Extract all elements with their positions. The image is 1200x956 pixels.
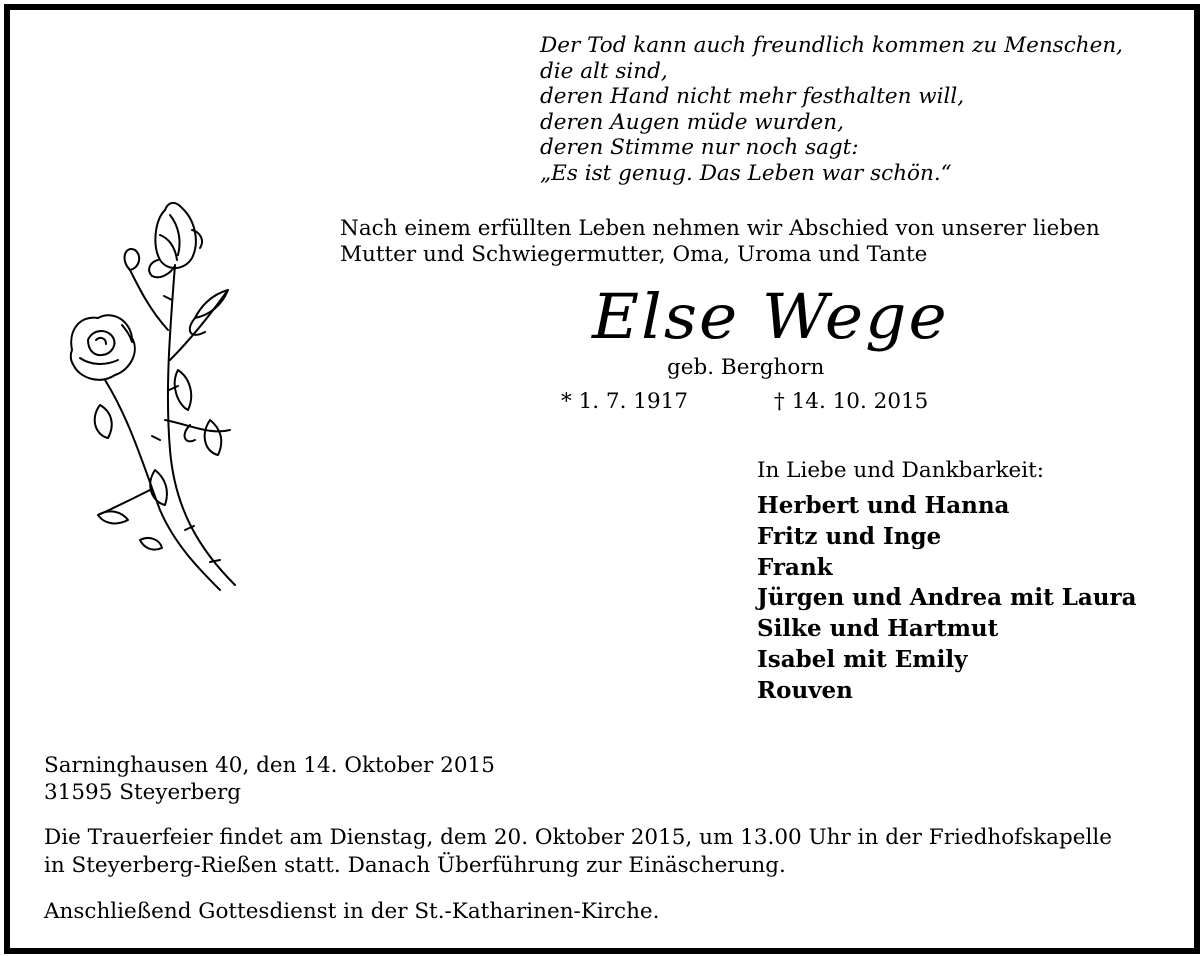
poem-line: die alt sind, bbox=[540, 58, 668, 84]
poem-line: Der Tod kann auch freundlich kommen zu Menschen, bbox=[540, 33, 1124, 58]
mourner-name: Frank bbox=[757, 553, 833, 581]
poem-line: deren Stimme nur noch sagt: bbox=[540, 135, 859, 161]
address-line: 31595 Steyerberg bbox=[44, 779, 241, 805]
address-block bbox=[44, 753, 495, 806]
mourner-name: Jürgen und Andrea mit Laura bbox=[757, 584, 1137, 612]
birth-date: * 1. 7. 1917 bbox=[561, 389, 688, 414]
mourners-list bbox=[757, 491, 1137, 707]
poem bbox=[540, 33, 1123, 187]
intro-line: Mutter und Schwiegermutter, Oma, Uroma und Tante bbox=[340, 241, 928, 267]
intro-line: Nach einem erfüllten Leben nehmen wir Abschied von unserer lieben bbox=[340, 216, 1100, 241]
poem-line: „Es ist genug. Das Leben war schön.“ bbox=[540, 160, 952, 186]
address-line: Sarninghausen 40, den 14. Oktober 2015 bbox=[44, 753, 495, 778]
birth-name: geb. Berghorn bbox=[667, 355, 825, 380]
mourners-heading: In Liebe und Dankbarkeit: bbox=[757, 458, 1044, 483]
mourner-name: Silke und Hartmut bbox=[757, 615, 999, 643]
poem-line: deren Hand nicht mehr festhalten will, bbox=[540, 84, 965, 110]
mourner-name: Herbert und Hanna bbox=[757, 492, 1010, 519]
funeral-info bbox=[44, 824, 1112, 879]
death-date: † 14. 10. 2015 bbox=[774, 389, 929, 414]
mourner-name: Isabel mit Emily bbox=[757, 645, 968, 673]
mourner-name: Rouven bbox=[757, 676, 853, 704]
poem-line: deren Augen müde wurden, bbox=[540, 109, 844, 135]
intro-text bbox=[340, 216, 1100, 267]
mourner-name: Fritz und Inge bbox=[757, 522, 942, 550]
deceased-name: Else Wege bbox=[592, 280, 949, 353]
funeral-line: Die Trauerfeier findet am Dienstag, dem 20. Oktober 2015, um 13.00 Uhr in der Friedhofskapelle bbox=[44, 825, 1112, 850]
service-info: Anschließend Gottesdienst in der St.-Katharinen-Kirche. bbox=[44, 899, 660, 924]
funeral-line: in Steyerberg-Rießen statt. Danach Überführung zur Einäscherung. bbox=[44, 852, 786, 878]
rose-illustration bbox=[60, 190, 250, 595]
